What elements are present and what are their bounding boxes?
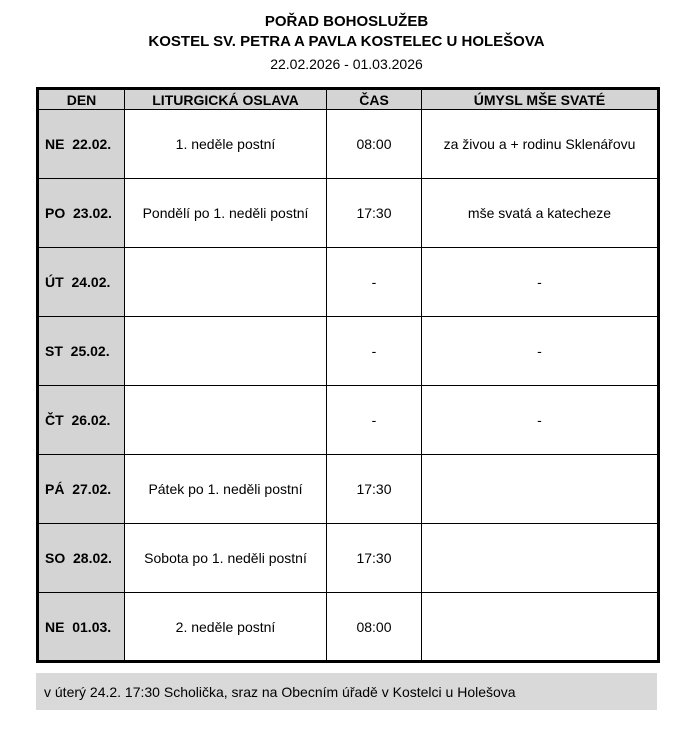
column-header: ÚMYSL MŠE SVATÉ <box>422 89 659 110</box>
column-header: ČAS <box>327 89 422 110</box>
intention-cell: - <box>422 386 659 455</box>
day-cell: ÚT 24.02. <box>38 248 125 317</box>
table-row <box>38 317 659 386</box>
intention-cell <box>422 524 659 593</box>
page-title: POŘAD BOHOSLUŽEB <box>264 13 429 30</box>
column-header: DEN <box>38 89 125 110</box>
liturgy-cell <box>125 386 327 455</box>
schedule-table <box>36 87 660 663</box>
day-cell: PO 23.02. <box>38 179 125 248</box>
liturgy-cell <box>125 248 327 317</box>
liturgy-cell: Sobota po 1. neděli postní <box>125 524 327 593</box>
liturgy-cell: 2. neděle postní <box>125 593 327 662</box>
intention-cell: za živou a + rodinu Sklenářovu <box>422 110 659 179</box>
church-name: KOSTEL SV. PETRA A PAVLA KOSTELEC U HOLEŠOVA <box>148 33 545 50</box>
date-range: 22.02.2026 - 01.03.2026 <box>270 56 423 72</box>
intention-cell <box>422 593 659 662</box>
table-row <box>38 455 659 524</box>
day-cell: ST 25.02. <box>38 317 125 386</box>
table-row <box>38 593 659 662</box>
day-cell: NE 01.03. <box>38 593 125 662</box>
table-row <box>38 524 659 593</box>
document-header <box>0 12 693 74</box>
liturgy-cell: 1. neděle postní <box>125 110 327 179</box>
table-row <box>38 248 659 317</box>
day-cell: ČT 26.02. <box>38 386 125 455</box>
table-body <box>38 110 659 662</box>
intention-cell: - <box>422 317 659 386</box>
time-cell: 08:00 <box>327 110 422 179</box>
table-row <box>38 386 659 455</box>
intention-cell: mše svatá a katecheze <box>422 179 659 248</box>
table-row <box>38 179 659 248</box>
time-cell: - <box>327 386 422 455</box>
day-cell: NE 22.02. <box>38 110 125 179</box>
time-cell: 17:30 <box>327 524 422 593</box>
time-cell: - <box>327 248 422 317</box>
intention-cell: - <box>422 248 659 317</box>
liturgy-cell <box>125 317 327 386</box>
liturgy-cell: Pondělí po 1. neděli postní <box>125 179 327 248</box>
column-header: LITURGICKÁ OSLAVA <box>125 89 327 110</box>
intention-cell <box>422 455 659 524</box>
table-header-row <box>38 89 659 110</box>
time-cell: - <box>327 317 422 386</box>
time-cell: 17:30 <box>327 455 422 524</box>
time-cell: 17:30 <box>327 179 422 248</box>
table-row <box>38 110 659 179</box>
footer-note: v úterý 24.2. 17:30 Scholička, sraz na Obecním úřadě v Kostelci u Holešova <box>36 673 657 710</box>
time-cell: 08:00 <box>327 593 422 662</box>
day-cell: SO 28.02. <box>38 524 125 593</box>
liturgy-cell: Pátek po 1. neděli postní <box>125 455 327 524</box>
day-cell: PÁ 27.02. <box>38 455 125 524</box>
